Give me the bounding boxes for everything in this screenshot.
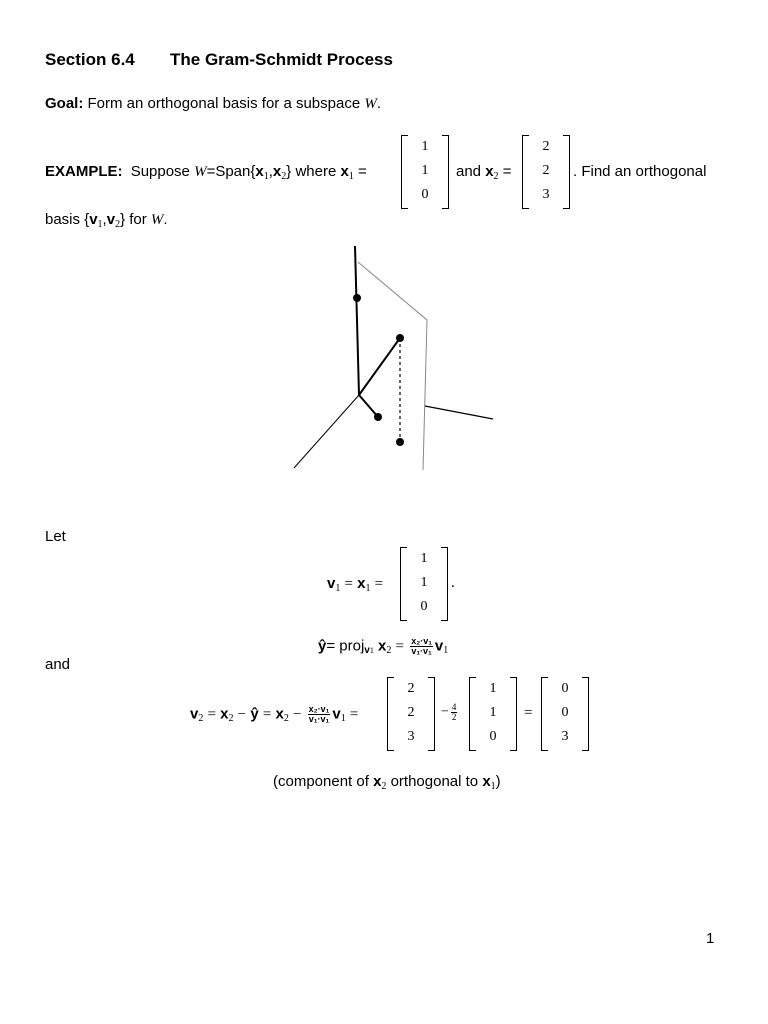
- goal-period: .: [376, 95, 382, 112]
- subscript: 1: [443, 645, 449, 657]
- v-symbol: v: [364, 645, 370, 657]
- matrix-cell: 1: [489, 705, 497, 720]
- v2-equation: [190, 705, 358, 724]
- matrix-v1-second: [469, 677, 517, 751]
- x-symbol: x: [340, 163, 349, 180]
- plane-edge: [358, 262, 427, 470]
- v-symbol: v: [434, 637, 444, 655]
- yhat-equation: [318, 637, 448, 656]
- basis-suffix: } for: [120, 211, 147, 228]
- matrix-cell: 3: [407, 729, 415, 744]
- caption: [273, 773, 501, 790]
- brace-close: }: [286, 163, 292, 180]
- matrix-v1: [400, 547, 448, 621]
- v1-equation: [327, 575, 383, 593]
- point-projection: [396, 438, 404, 446]
- equals: =: [395, 638, 405, 655]
- subscript: 2: [115, 219, 121, 230]
- matrix-cell: 0: [420, 599, 428, 614]
- goal-text: Form an orthogonal basis for a subspace: [87, 95, 361, 112]
- section-number: Section 6.4: [45, 50, 135, 69]
- matrix-cell: 1: [420, 551, 428, 566]
- equals: =: [344, 576, 353, 592]
- example-find: . Find an orthogonal: [573, 163, 707, 180]
- y-axis: [425, 406, 493, 419]
- comma: ,: [102, 211, 107, 228]
- and-word: and: [456, 163, 482, 180]
- vector-x1: [359, 395, 378, 417]
- matrix-cell: 0: [421, 187, 429, 202]
- matrix-cell: 0: [561, 705, 569, 720]
- subscript: 1: [335, 583, 341, 594]
- matrix-cell: 0: [489, 729, 497, 744]
- subscript: 2: [198, 713, 204, 725]
- minus: −: [441, 704, 449, 720]
- subscript: 2: [228, 713, 234, 725]
- matrix-x2-second: [387, 677, 435, 751]
- equals: =: [374, 576, 384, 592]
- minus: −: [292, 706, 302, 723]
- matrix-cell: 0: [561, 681, 569, 696]
- page-number: 1: [706, 930, 715, 947]
- matrix-result: [541, 677, 589, 751]
- dot-product-fraction: $\frac{\text{x₂·v₁}}{\text{v₁·v₁}}$: [308, 704, 330, 724]
- subscript: 2: [386, 645, 392, 657]
- subscript: 1: [490, 781, 496, 792]
- minus: −: [237, 706, 247, 723]
- subscript: 1: [97, 219, 103, 230]
- equals: =: [502, 163, 512, 180]
- caption-close: ): [495, 773, 501, 790]
- dot-product-fraction: $\frac{\text{x₂·v₁}}{\text{v₁·v₁}}$: [411, 636, 432, 656]
- x-symbol: x: [255, 163, 264, 180]
- v-symbol: v: [106, 211, 116, 228]
- result-equals: =: [524, 705, 533, 721]
- matrix-cell: 2: [542, 139, 550, 154]
- matrix-cell: 1: [421, 139, 429, 154]
- x-symbol: x: [275, 705, 284, 723]
- point-x1: [374, 413, 382, 421]
- equals: =: [349, 706, 359, 723]
- minus-coefficient: [441, 703, 459, 722]
- basis-w: W: [150, 212, 164, 228]
- v-symbol: v: [190, 705, 199, 723]
- subscript: 1: [365, 583, 371, 594]
- matrix-cell: 2: [407, 705, 415, 720]
- x-symbol: x: [272, 163, 282, 180]
- example-suppose: Suppose: [130, 163, 190, 180]
- caption-mid: orthogonal to: [390, 773, 479, 790]
- vector-x2: [359, 338, 400, 395]
- x-symbol: x: [482, 773, 491, 790]
- let-word: Let: [45, 528, 66, 545]
- matrix-cell: 2: [407, 681, 415, 696]
- x-symbol: x: [378, 637, 387, 655]
- matrix-cell: 3: [542, 187, 550, 202]
- subscript: 2: [281, 171, 287, 182]
- x-symbol: x: [357, 575, 366, 592]
- proj-label: = proj: [326, 637, 365, 655]
- yhat-symbol: ŷ: [318, 637, 327, 655]
- v-symbol: v: [332, 705, 341, 723]
- caption-open: (component of: [273, 773, 369, 790]
- v1-period: .: [451, 575, 455, 591]
- subscript: 2: [493, 171, 499, 182]
- x-symbol: x: [220, 705, 229, 723]
- v-symbol: v: [89, 211, 98, 228]
- goal-label: Goal:: [45, 95, 84, 112]
- section-title: The Gram-Schmidt Process: [170, 50, 393, 69]
- x-symbol: x: [373, 773, 382, 790]
- matrix-cell: 3: [561, 729, 569, 744]
- subscript: 2: [381, 781, 387, 792]
- example-w: W: [194, 164, 207, 180]
- matrix-cell: 1: [421, 163, 429, 178]
- matrix-cell: 1: [420, 575, 428, 590]
- yhat-symbol: ŷ: [250, 705, 259, 723]
- subscript: 2: [283, 713, 289, 725]
- x-axis: [294, 395, 359, 468]
- and-word: and: [45, 656, 71, 673]
- comma: ,: [268, 163, 273, 180]
- goal-variable: W: [364, 96, 377, 112]
- period: .: [163, 211, 168, 228]
- v-symbol: v: [327, 575, 336, 592]
- equals: =: [357, 163, 367, 180]
- subscript: 1: [263, 171, 269, 182]
- example-where: where: [295, 163, 337, 180]
- matrix-cell: 2: [542, 163, 550, 178]
- point-x2: [396, 334, 404, 342]
- subscript: 1: [369, 646, 374, 656]
- subscript: 1: [348, 171, 354, 182]
- example-label: EXAMPLE:: [45, 163, 123, 180]
- equals: =: [207, 706, 216, 723]
- x-symbol: x: [485, 163, 494, 180]
- matrix-cell: 1: [489, 681, 497, 696]
- point-z: [353, 294, 361, 302]
- coefficient-fraction: $\frac{4}{2}$: [451, 702, 457, 722]
- basis-prefix: basis {: [45, 211, 90, 228]
- subscript: 1: [340, 713, 346, 725]
- equals: =: [262, 706, 272, 723]
- example-span: =Span{: [206, 163, 256, 180]
- z-axis: [355, 246, 359, 395]
